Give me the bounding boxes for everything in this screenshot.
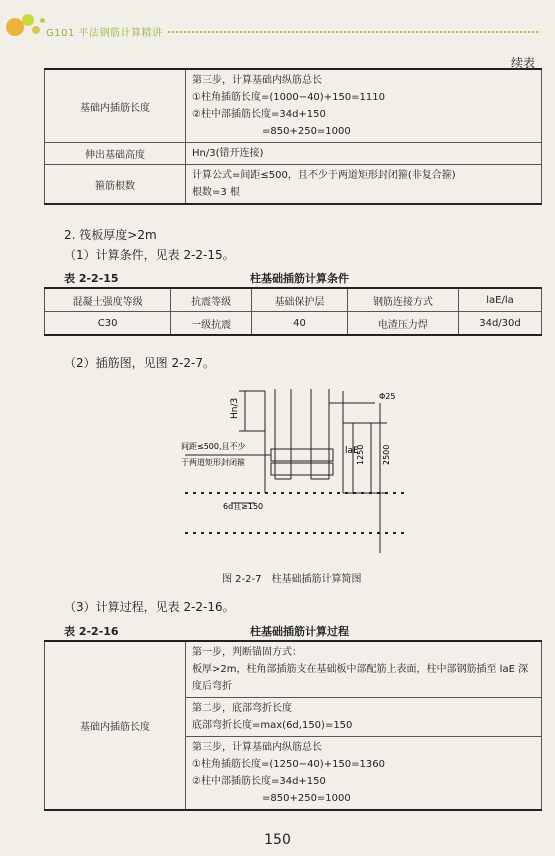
text-line: 第一步，判断锚固方式：: [192, 647, 302, 658]
step-text: （1）计算条件，见表 2-2-15。: [64, 248, 235, 262]
step-block: [186, 737, 542, 811]
table-row: [45, 69, 542, 143]
table-cell: C30: [45, 312, 171, 336]
text-line: 根数=3 根: [192, 187, 240, 198]
table-caption-title: 柱基础插筋计算条件: [250, 272, 349, 285]
text-line: 板厚>2m，柱角部插筋支在基础板中部配筋上表面，柱中部钢筋插至 laE 深度后弯折: [192, 664, 529, 692]
continued-label: 续表: [510, 56, 535, 70]
row-label: 伸出基础高度: [45, 143, 186, 165]
table-cell: 40: [252, 312, 348, 336]
stirrup-note-2: 于两道矩形封闭箍: [181, 458, 245, 467]
text-line: ②柱中部插筋长度=34d+150: [192, 109, 326, 120]
step-block: [186, 641, 542, 698]
lae-label: laE: [345, 446, 359, 456]
text-line: ①柱角插筋长度=(1000−40)+150=1110: [192, 92, 385, 103]
text-line: 计算公式=间距≤500，且不少于两道矩形封闭箍(非复合箍): [192, 170, 456, 181]
table-row: [45, 143, 542, 165]
page-number: 150: [264, 832, 291, 848]
figure-caption: 图 2-2-7 柱基础插筋计算简图: [222, 574, 362, 585]
stirrup-note-1: 间距≤500,且不少: [181, 442, 246, 451]
table-cell: 电渣压力焊: [347, 312, 458, 336]
table-row: [45, 165, 542, 205]
table-continued: [44, 68, 542, 205]
section-heading: 2. 筏板厚度>2m: [64, 228, 157, 242]
column-header: 抗震等级: [171, 288, 252, 312]
table-conditions: [44, 287, 542, 336]
text-line: 第二步，底部弯折长度: [192, 703, 292, 714]
table-caption-title: 柱基础插筋计算过程: [250, 625, 349, 638]
text-line: 第三步，计算基础内纵筋总长: [192, 742, 322, 753]
table-caption-number: 表 2-2-16: [64, 625, 119, 638]
step-block: [186, 698, 542, 737]
step-text: （2）插筋图，见图 2-2-7。: [64, 356, 216, 370]
column-header: 钢筋连接方式: [347, 288, 458, 312]
row-content: Hn/3(错开连接): [186, 143, 542, 165]
step-text: （3）计算过程，见表 2-2-16。: [64, 600, 235, 614]
header-title: G101 平法钢筋计算精讲: [46, 28, 163, 39]
header-dotted-line: [168, 31, 538, 33]
column-header: 混凝土强度等级: [45, 288, 171, 312]
table-row: [45, 641, 542, 698]
text-line: =850+250=1000: [192, 126, 351, 137]
text-line: 底部弯折长度=max(6d,150)=150: [192, 720, 353, 731]
text-line: 第三步，计算基础内纵筋总长: [192, 75, 322, 86]
page-header: [0, 0, 555, 40]
table-caption-number: 表 2-2-15: [64, 272, 119, 285]
rebar-diagram: [175, 383, 415, 553]
row-label: 基础内插筋长度: [45, 641, 186, 810]
table-process: [44, 640, 542, 811]
bend-label: 6d且≥150: [223, 502, 264, 511]
row-label: 箍筋根数: [45, 165, 186, 205]
table-cell: 34d/30d: [459, 312, 542, 336]
row-content: [186, 69, 542, 143]
dim-1250: 1250: [356, 444, 365, 465]
text-line: =850+250=1000: [192, 793, 351, 804]
text-line: ①柱角插筋长度=(1250−40)+150=1360: [192, 759, 385, 770]
table-cell: 一级抗震: [171, 312, 252, 336]
dim-2500: 2500: [382, 444, 391, 465]
hn-label: Hn/3: [230, 397, 240, 419]
column-header: 基础保护层: [252, 288, 348, 312]
rebar-label: Φ25: [379, 392, 396, 401]
row-label: 基础内插筋长度: [45, 69, 186, 143]
row-content: [186, 165, 542, 205]
column-header: laE/la: [459, 288, 542, 312]
text-line: ②柱中部插筋长度=34d+150: [192, 776, 326, 787]
table-row: [45, 312, 542, 336]
table-header-row: [45, 288, 542, 312]
